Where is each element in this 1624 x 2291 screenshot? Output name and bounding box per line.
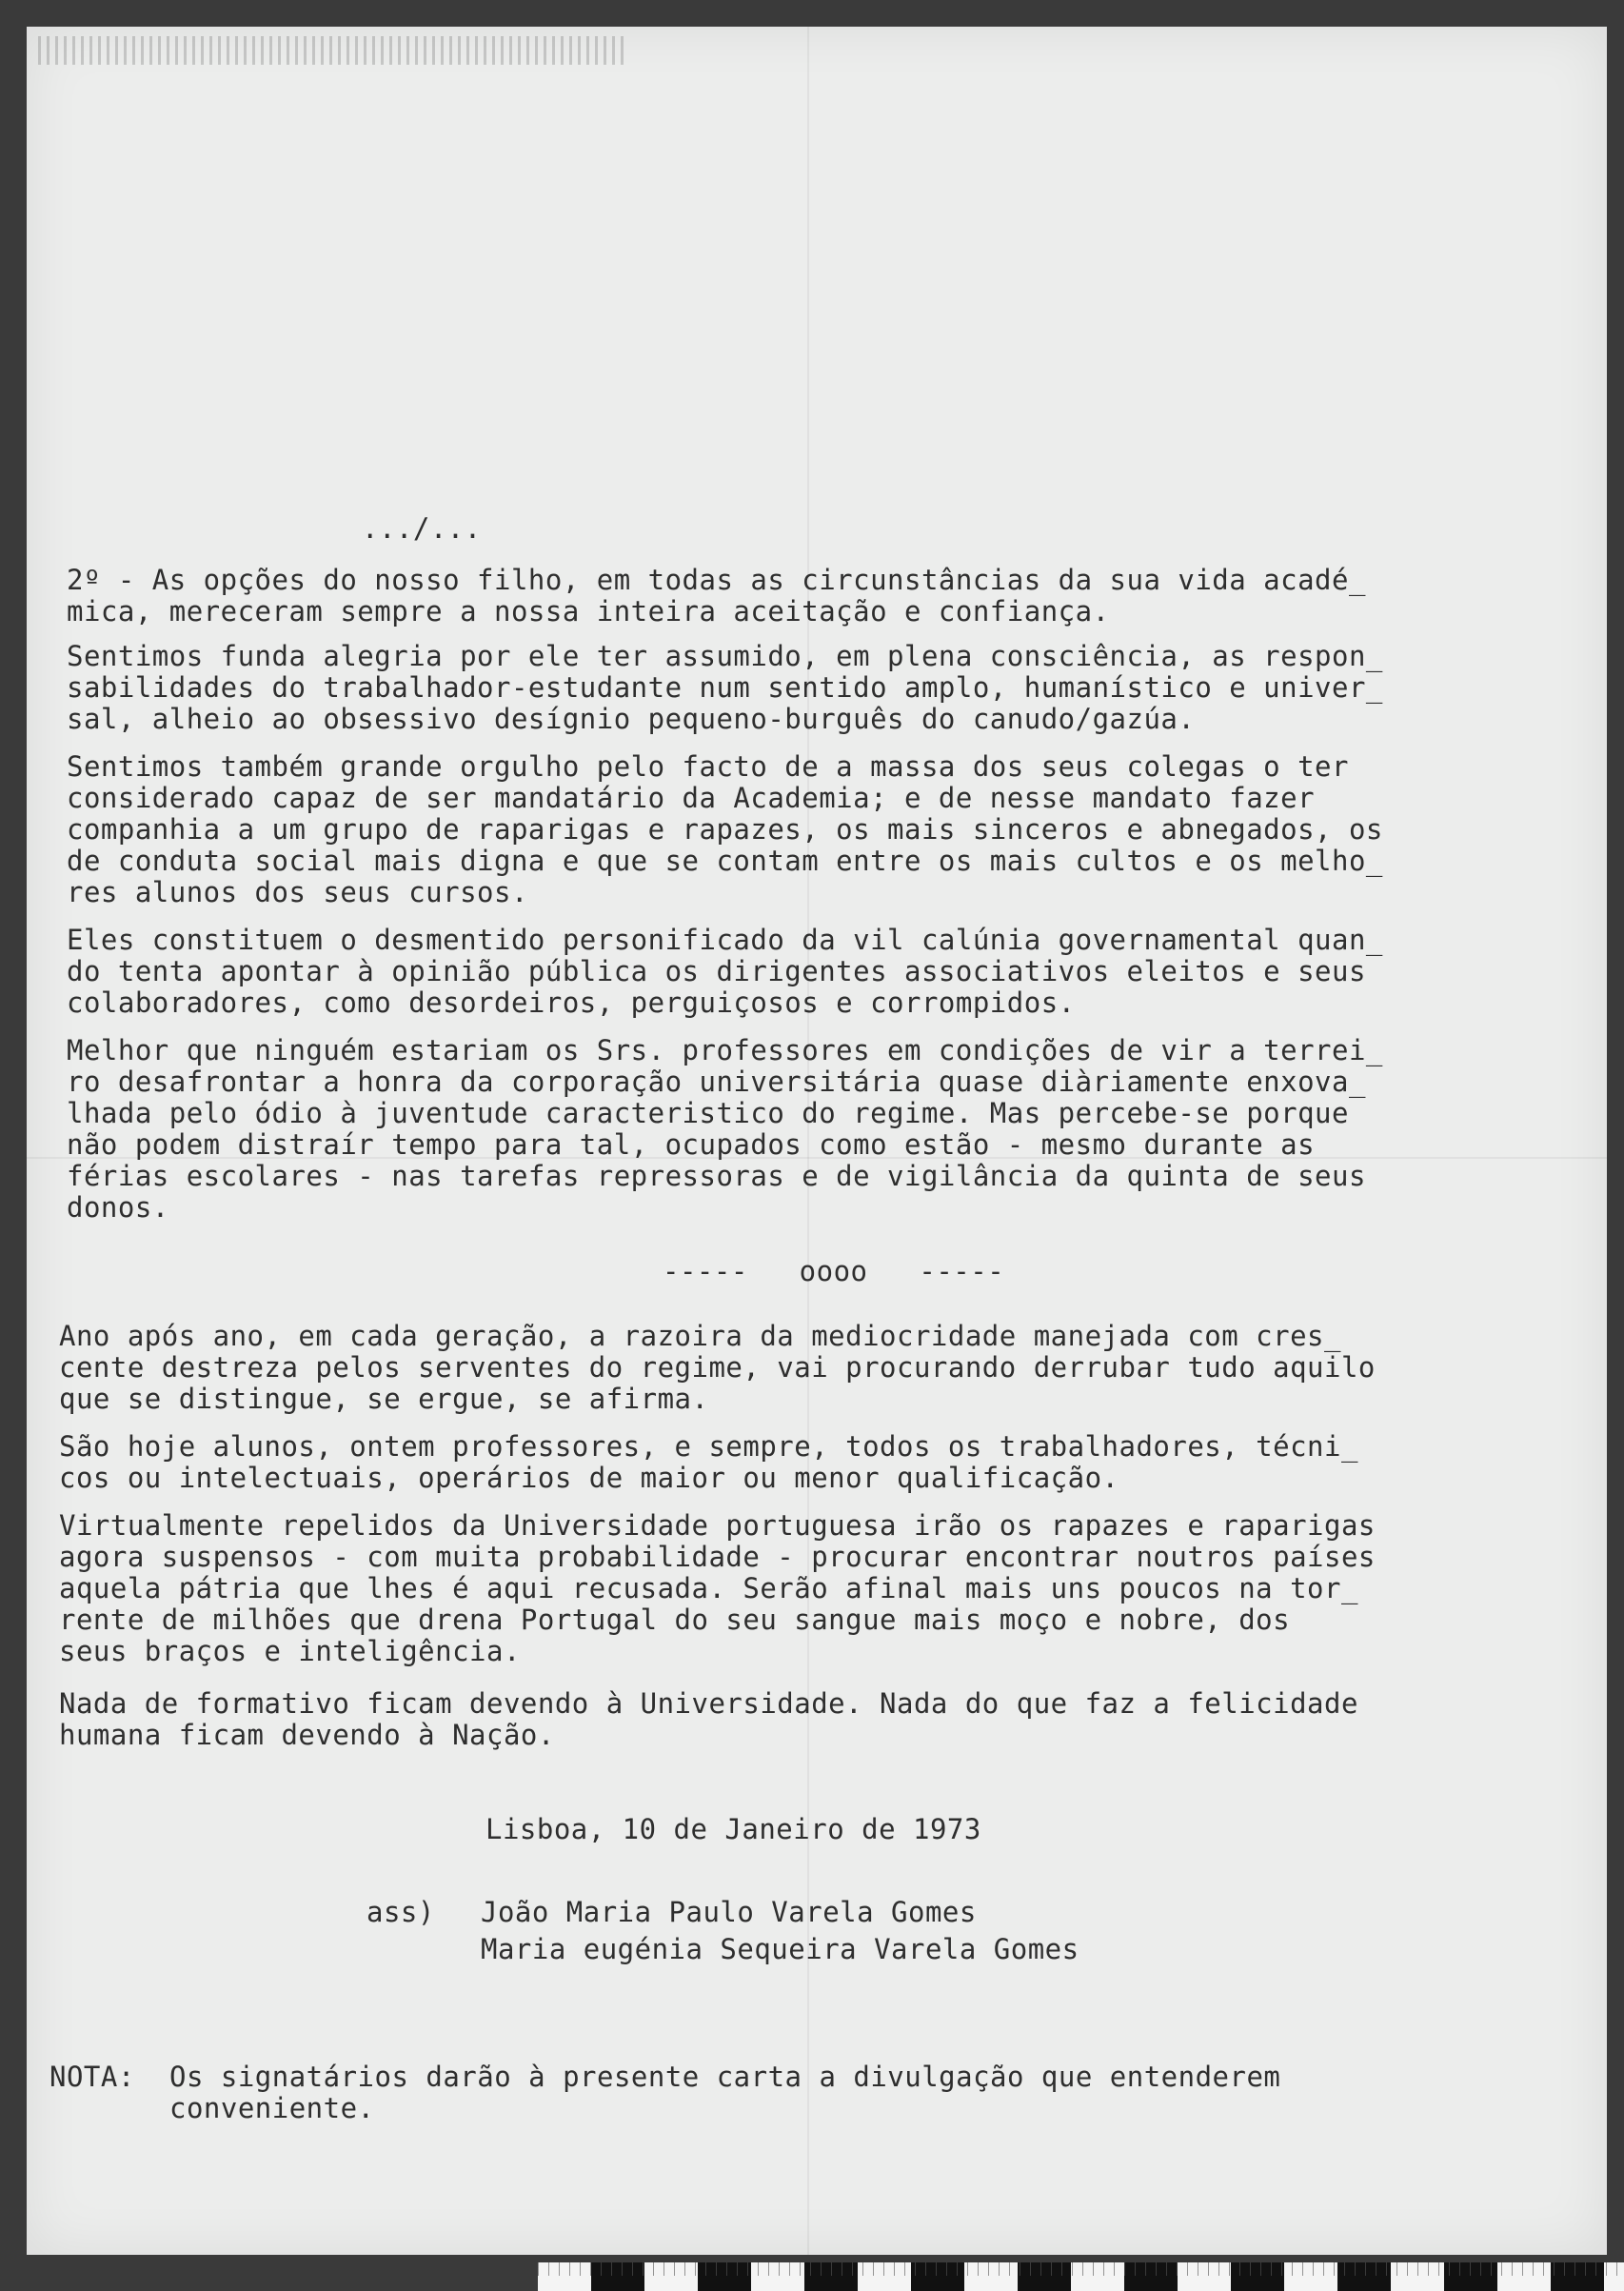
signatory-name: Maria eugénia Sequeira Varela Gomes [481, 1933, 1079, 1965]
paragraph-7-line: agora suspensos - com muita probabilidade - procurar encontrar noutros países [59, 1541, 1376, 1573]
paragraph-1-line: Sentimos funda alegria por ele ter assumido, em plena consciência, as respon_ [67, 640, 1383, 672]
place-date: Lisboa, 10 de Janeiro de 1973 [485, 1813, 981, 1845]
section-2-line: 2º - As opções do nosso filho, em todas as circunstâncias da sua vida acadé_ [67, 564, 1366, 596]
paragraph-1-line: sabilidades do trabalhador-estudante num sentido amplo, humanístico e univer_ [67, 671, 1383, 704]
paragraph-4-line: férias escolares - nas tarefas repressoras e de vigilância da quinta de seus [67, 1160, 1366, 1192]
paragraph-2-line: de conduta social mais digna e que se contam entre os mais cultos e os melho_ [67, 845, 1383, 877]
paragraph-3-line: Eles constituem o desmentido personificado da vil calúnia governamental quan_ [67, 924, 1383, 956]
paragraph-5-line: que se distingue, se ergue, se afirma. [59, 1383, 709, 1415]
section-separator: ----- oooo ----- [663, 1255, 1005, 1287]
paragraph-2-line: companhia a um grupo de raparigas e rapazes, os mais sinceros e abnegados, os [67, 813, 1383, 846]
paragraph-8-line: humana ficam devendo à Nação. [59, 1719, 555, 1751]
continuation-mark: .../... [362, 512, 482, 545]
note-label: NOTA: [50, 2061, 135, 2093]
section-2-line: mica, mereceram sempre a nossa inteira aceitação e confiança. [67, 595, 1110, 628]
paragraph-2-line: res alunos dos seus cursos. [67, 876, 528, 908]
note-text-line: Os signatários darão à presente carta a divulgação que entenderem [169, 2061, 1281, 2093]
signature-prefix: ass) [366, 1896, 435, 1928]
paragraph-7-line: aquela pátria que lhes é aqui recusada. Serão afinal mais uns poucos na tor_ [59, 1572, 1358, 1604]
paragraph-7-line: rente de milhões que drena Portugal do seu sangue mais moço e nobre, dos [59, 1604, 1291, 1636]
paragraph-1-line: sal, alheio ao obsessivo desígnio pequeno-burguês do canudo/gazúa. [67, 703, 1196, 735]
paragraph-3-line: do tenta apontar à opinião pública os dirigentes associativos eleitos e seus [67, 955, 1366, 987]
paragraph-6-line: São hoje alunos, ontem professores, e sempre, todos os trabalhadores, técni_ [59, 1430, 1358, 1463]
paragraph-5-line: cente destreza pelos serventes do regime, vai procurando derrubar tudo aquilo [59, 1351, 1376, 1384]
note-text-line: conveniente. [169, 2092, 375, 2124]
paragraph-4-line: ro desafrontar a honra da corporação universitária quase diàriamente enxova_ [67, 1066, 1366, 1098]
paragraph-4-line: donos. [67, 1191, 169, 1224]
paragraph-4-line: lhada pelo ódio à juventude caracteristico do regime. Mas percebe-se porque [67, 1097, 1349, 1129]
paragraph-7-line: Virtualmente repelidos da Universidade portuguesa irão os rapazes e raparigas [59, 1509, 1376, 1542]
paragraph-2-line: considerado capaz de ser mandatário da Academia; e de nesse mandato fazer [67, 782, 1316, 814]
paragraph-7-line: seus braços e inteligência. [59, 1635, 521, 1667]
paragraph-3-line: colaboradores, como desordeiros, perguiçosos e corrompidos. [67, 986, 1076, 1019]
paragraph-2-line: Sentimos também grande orgulho pelo facto de a massa dos seus colegas o ter [67, 750, 1349, 783]
signatory-name: João Maria Paulo Varela Gomes [481, 1896, 977, 1928]
paragraph-4-line: não podem distraír tempo para tal, ocupados como estão - mesmo durante as [67, 1128, 1316, 1161]
paragraph-6-line: cos ou intelectuais, operários de maior ou menor qualificação. [59, 1462, 1119, 1494]
paragraph-4-line: Melhor que ninguém estariam os Srs. professores em condições de vir a terrei_ [67, 1034, 1383, 1066]
scale-ticks [538, 2262, 1624, 2276]
paragraph-8-line: Nada de formativo ficam devendo à Universidade. Nada do que faz a felicidade [59, 1687, 1358, 1720]
paragraph-5-line: Ano após ano, em cada geração, a razoira da mediocridade manejada com cres_ [59, 1320, 1341, 1352]
